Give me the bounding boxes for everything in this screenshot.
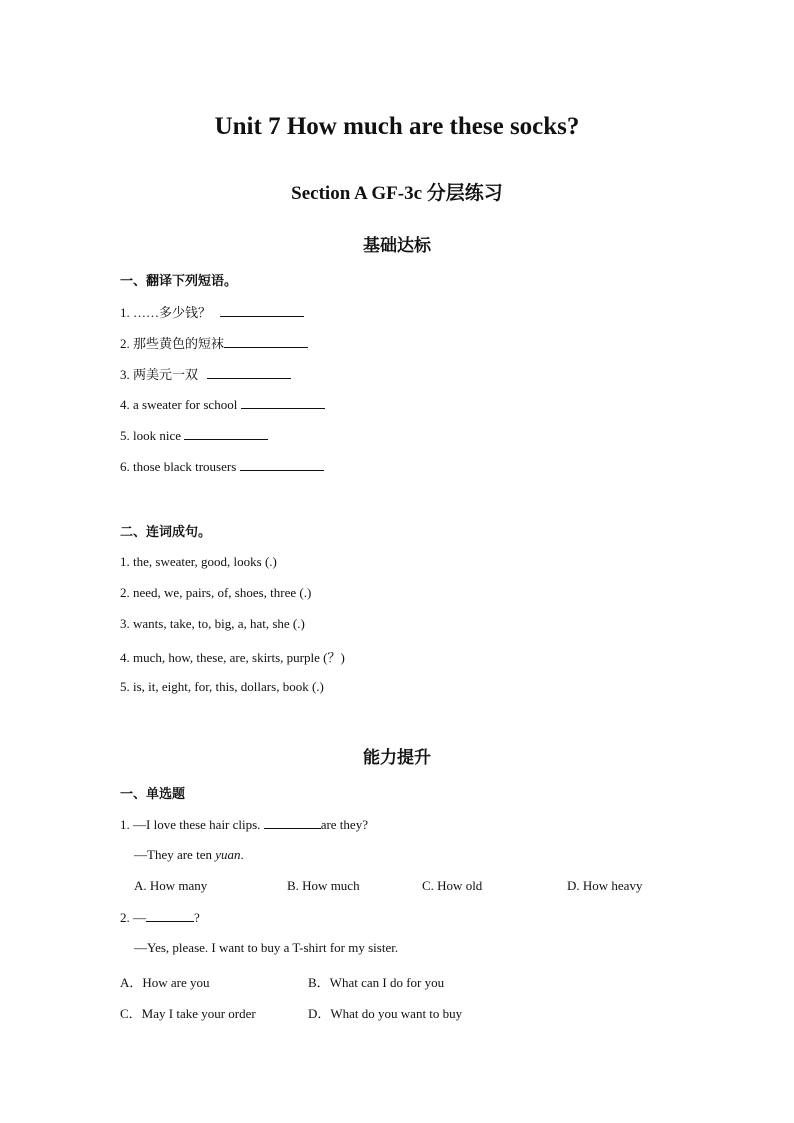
part-advanced-heading: 能力提升	[363, 748, 431, 767]
section-sentence-title: 二、连词成句。	[120, 525, 212, 540]
part-basic-heading: 基础达标	[363, 236, 431, 255]
q2-option-d[interactable]: D．What do you want to buy	[308, 1006, 463, 1021]
answer-blank[interactable]	[264, 816, 321, 829]
answer-blank[interactable]	[241, 396, 325, 409]
question-2-stem: 2. — ?	[120, 910, 200, 925]
q2-option-a[interactable]: A．How are you	[120, 975, 210, 990]
question-2-response: —Yes, please. I want to buy a T-shirt for my sister.	[134, 940, 399, 955]
translate-item-5: 5. look nice	[120, 427, 268, 444]
q1-option-a[interactable]: A. How many	[134, 878, 208, 893]
translate-item-6: 6. those black trousers	[120, 458, 324, 475]
q1-option-d[interactable]: D. How heavy	[567, 878, 643, 893]
section-choice-title: 一、单选题	[120, 787, 186, 802]
translate-item-3: 3. 两美元一双	[120, 364, 291, 383]
q1-option-c[interactable]: C. How old	[422, 878, 483, 893]
answer-blank[interactable]	[220, 304, 304, 317]
question-1-stem: 1. —I love these hair clips. are they?	[120, 817, 368, 832]
q2-option-b[interactable]: B．What can I do for you	[308, 975, 445, 990]
question-1-response: —They are ten yuan.	[134, 847, 244, 862]
translate-item-4: 4. a sweater for school	[120, 396, 325, 413]
answer-blank[interactable]	[224, 335, 308, 348]
q2-option-c[interactable]: C．May I take your order	[120, 1006, 256, 1021]
sentence-item-3: 3. wants, take, to, big, a, hat, she (.)	[120, 616, 305, 631]
q1-option-b[interactable]: B. How much	[287, 878, 360, 893]
answer-blank[interactable]	[240, 458, 324, 471]
page-subtitle: Section A GF-3c 分层练习	[291, 183, 503, 204]
page-title: Unit 7 How much are these socks?	[214, 113, 580, 140]
sentence-item-1: 1. the, sweater, good, looks (.)	[120, 554, 277, 569]
sentence-item-2: 2. need, we, pairs, of, shoes, three (.)	[120, 585, 312, 600]
sentence-item-4: 4. much, how, these, are, skirts, purple (？)	[120, 650, 345, 665]
answer-blank[interactable]	[146, 909, 194, 922]
sentence-item-5: 5. is, it, eight, for, this, dollars, book (.)	[120, 679, 324, 694]
answer-blank[interactable]	[207, 366, 291, 379]
section-translate-title: 一、翻译下列短语。	[120, 274, 238, 289]
translate-item-1: 1. ……多少钱？	[120, 302, 304, 321]
answer-blank[interactable]	[184, 427, 268, 440]
translate-item-2: 2. 那些黄色的短袜	[120, 333, 308, 352]
